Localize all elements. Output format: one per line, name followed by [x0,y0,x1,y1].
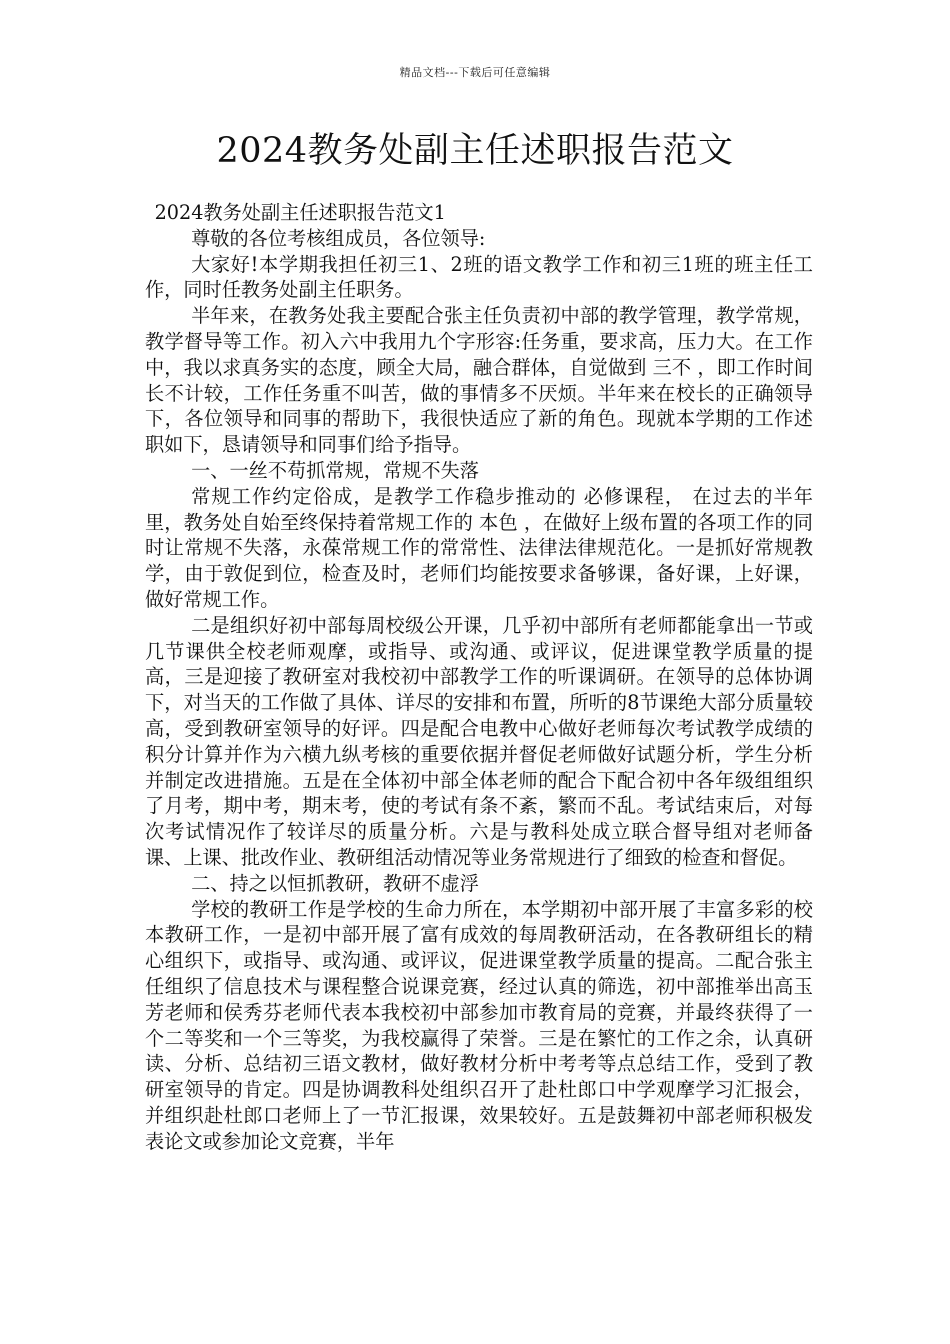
document-subtitle: 2024教务处副主任述职报告范文1 [154,201,446,224]
body-paragraph: 大家好!本学期我担任初三1、2班的语文教学工作和初三1班的班主任工作，同时任教务处副主任职务。 [145,252,813,302]
section-heading: 一、一丝不苟抓常规，常规不失落 [191,458,479,482]
document-title: 2024教务处副主任述职报告范文 [216,131,734,171]
section-heading: 二、持之以恒抓教研，教研不虚浮 [191,871,479,895]
header-note: 精品文档---下载后可任意编辑 [399,66,551,79]
body-paragraph: 半年来，在教务处我主要配合张主任负责初中部的教学管理，教学常规，教学督导等工作。初入六中我用九个字形容:任务重，要求高，压力大。在工作中，我以求真务实的态度，顾全大局，融合群体，自觉做到 三不 ，即工作时间长不计较，工作任务重不叫苦，做的事情多不厌烦。半年来在校长的正确领导下，各位领导和同事的帮助下，我很快适应了新的角色。现就本学期的工作述职如下，恳请领导和同事们给予指导。 [145,304,813,457]
body-paragraph: 常规工作约定俗成，是教学工作稳步推动的 必修课程， 在过去的半年里，教务处自始至终保持着常规工作的 本色 ，在做好上级布置的各项工作的同时让常规不失落，永葆常规工作的常常性、法律法律规范化。一是抓好常规教学，由于敦促到位，检查及时，老师们均能按要求备够课，备好课，上好课，做好常规工作。 [145,484,813,611]
body-paragraph: 学校的教研工作是学校的生命力所在，本学期初中部开展了丰富多彩的校本教研工作，一是初中部开展了富有成效的每周教研活动，在各教研组长的精心组织下，或指导、或沟通、或评议，促进课堂教学质量的提高。二配合张主任组织了信息技术与课程整合说课竞赛，经过认真的筛选，初中部推举出高玉芳老师和侯秀芬老师代表本我校初中部参加市教育局的竞赛，并最终获得了一个二等奖和一个三等奖，为我校赢得了荣誉。三是在繁忙的工作之余，认真研读、分析、总结初三语文教材，做好教材分析中考考等点总结工作，受到了教研室领导的肯定。四是协调教科处组织召开了赴杜郎口中学观摩学习汇报会，并组织赴杜郎口老师上了一节汇报课，效果较好。五是鼓舞初中部老师积极发表论文或参加论文竞赛，半年 [145,897,813,1153]
salutation-paragraph: 尊敬的各位考核组成员，各位领导: [191,226,486,250]
body-paragraph: 二是组织好初中部每周校级公开课，几乎初中部所有老师都能拿出一节或几节课供全校老师观摩，或指导、或沟通、或评议，促进课堂教学质量的提高，三是迎接了教研室对我校初中部教学工作的听课调研。在领导的总体协调下，对当天的工作做了具体、详尽的安排和布置，所听的8节课绝大部分质量较高，受到教研室领导的好评。四是配合电教中心做好老师每次考试教学成绩的积分计算并作为六横九纵考核的重要依据并督促老师做好试题分析，学生分析并制定改进措施。五是在全体初中部全体老师的配合下配合初中各年级组组织了月考，期中考，期末考，使的考试有条不紊，繁而不乱。考试结束后，对每次考试情况作了较详尽的质量分析。六是与教科处成立联合督导组对老师备课、上课、批改作业、教研组活动情况等业务常规进行了细致的检查和督促。 [145,613,813,869]
document-body [145,200,813,1154]
